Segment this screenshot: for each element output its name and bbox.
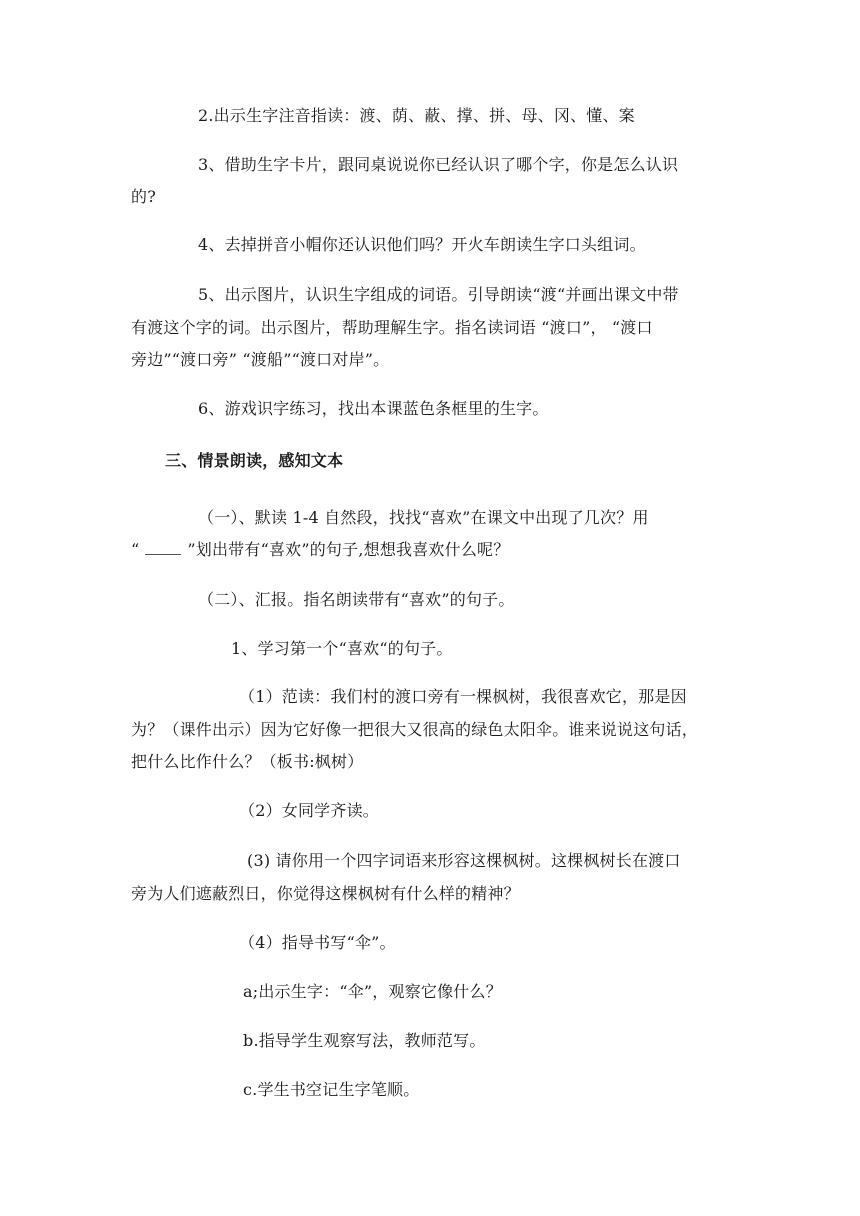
text-line: （4）指导书写“伞”。: [239, 933, 396, 952]
text-fragment: ”划出带有“喜欢”的句子,想想我喜欢什么呢？: [187, 540, 510, 559]
text-line: (3) 请你用一个四字词语来形容这棵枫树。这棵枫树长在渡口: [247, 851, 681, 870]
text-line: （2）女同学齐读。: [239, 801, 379, 820]
text-line: （1）范读：我们村的渡口旁有一棵枫树，我很喜欢它，那是因: [239, 687, 687, 706]
text-line: 旁为人们遮蔽烈日，你觉得这棵枫树有什么样的精神？: [131, 884, 520, 903]
text-line: 2.出示生字注音指读：渡、荫、蔽、撑、拼、母、冈、懂、案: [198, 106, 635, 125]
section-heading: 三、情景朗读，感知文本: [165, 451, 344, 470]
text-line: （二）、汇报。指名朗读带有“喜欢”的句子。: [198, 590, 515, 609]
text-line: b.指导学生观察写法，教师范写。: [243, 1031, 486, 1050]
text-line: 把什么比作什么？（板书:枫树）: [131, 752, 364, 771]
text-line: 旁边”“渡口旁” “渡船”“渡口对岸”。: [131, 350, 390, 369]
text-line: 5、出示图片，认识生字组成的词语。引导朗读“渡“并画出课文中带: [198, 285, 679, 304]
text-line-with-blank: [131, 540, 509, 560]
text-line: 有渡这个字的词。出示图片，帮助理解生字。指名读词语 “渡口”， “渡口: [131, 318, 653, 337]
text-line: 3、借助生字卡片，跟同桌说说你已经认识了哪个字，你是怎么认识: [198, 155, 679, 174]
text-line: 6、游戏识字练习，找出本课蓝色条框里的生字。: [198, 399, 549, 418]
text-line: a;出示生字：“伞”，观察它像什么？: [243, 982, 502, 1001]
open-quote: “: [131, 540, 140, 559]
text-line: 4、去掉拼音小帽你还认识他们吗？开火车朗读生字口头组词。: [198, 235, 646, 254]
underline-blank: [145, 542, 181, 555]
text-line: c.学生书空记生字笔顺。: [243, 1080, 420, 1099]
text-line: 1、学习第一个“喜欢“的句子。: [231, 639, 453, 658]
text-line: 为？（课件出示）因为它好像一把很大又很高的绿色太阳伞。谁来说说这句话，: [131, 720, 699, 739]
text-line: 的?: [131, 187, 156, 206]
text-line: （一）、默读 1-4 自然段，找找“喜欢”在课文中出现了几次？用: [198, 508, 649, 527]
